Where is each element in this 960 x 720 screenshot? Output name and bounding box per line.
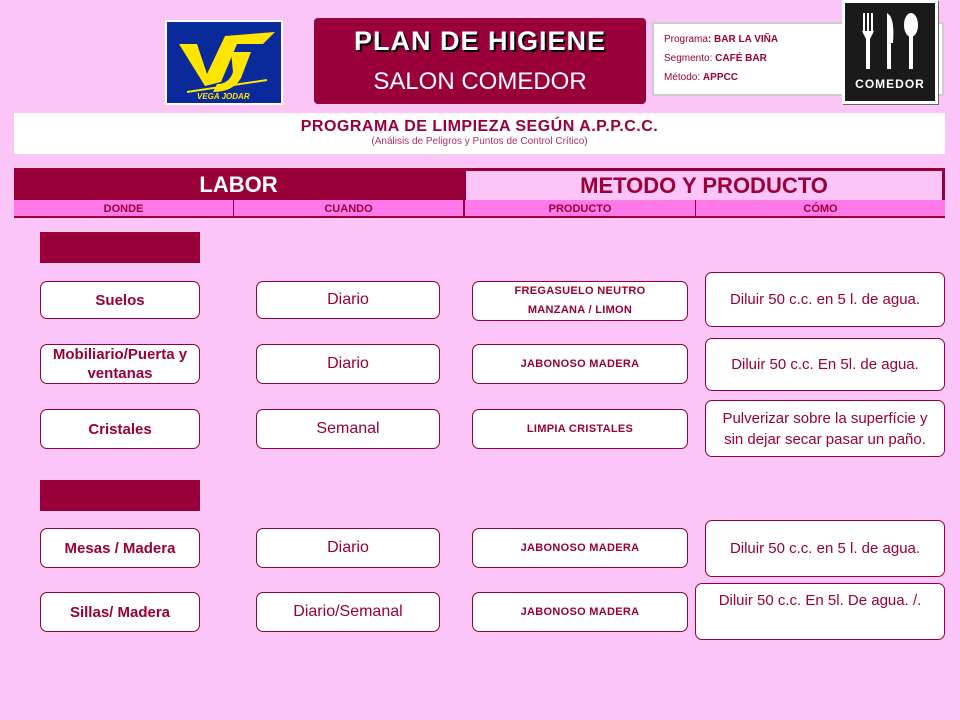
row-2-producto: JABONOSO MADERA xyxy=(472,344,688,384)
row-5-como: Diluir 50 c.c. En 5l. De agua. /. xyxy=(695,583,945,640)
comedor-label: COMEDOR xyxy=(855,77,925,91)
title-box xyxy=(314,18,646,104)
row-3-donde: Cristales xyxy=(40,409,200,449)
row-3-como: Pulverizar sobre la superfície y sin dejar secar pasar un paño. xyxy=(705,400,945,457)
section-marker-2 xyxy=(40,480,200,511)
row-1-cuando: Diario xyxy=(256,281,440,319)
logo-text: VEGA JODAR xyxy=(197,92,250,101)
row-1-donde: Suelos xyxy=(40,281,200,319)
row-2-donde: Mobiliario/Puerta y ventanas xyxy=(40,344,200,384)
row-3-producto: LIMPIA CRISTALES xyxy=(472,409,688,449)
row-4-cuando: Diario xyxy=(256,528,440,568)
program-banner xyxy=(14,113,945,154)
row-2-cuando: Diario xyxy=(256,344,440,384)
program-title: PROGRAMA DE LIMPIEZA SEGÚN A.P.P.C.C. xyxy=(300,118,659,135)
col-donde: DONDE xyxy=(14,200,233,218)
info-programa: Programa: BAR LA VIÑA xyxy=(664,34,779,45)
col-producto: PRODUCTO xyxy=(463,200,695,218)
row-1-como: Diluir 50 c.c. en 5 l. de agua. xyxy=(705,272,945,327)
header-labor: LABOR xyxy=(14,168,463,200)
header-metodo: METODO Y PRODUCTO xyxy=(463,168,945,200)
cutlery-icon xyxy=(842,0,938,104)
col-como: CÓMO xyxy=(695,200,945,218)
section-marker-1 xyxy=(40,232,200,263)
info-segmento: Segmento: CAFÉ BAR xyxy=(664,53,767,64)
logo-mark xyxy=(167,22,281,103)
program-subtitle: (Análisis de Peligros y Puntos de Control Crítico) xyxy=(371,136,588,147)
row-4-como: Diluir 50 c.c. en 5 l. de agua. xyxy=(705,520,945,577)
row-1-producto: FREGASUELO NEUTRO MANZANA / LIMON xyxy=(472,281,688,321)
col-cuando: CUANDO xyxy=(233,200,463,218)
company-logo xyxy=(165,20,283,105)
row-3-cuando: Semanal xyxy=(256,409,440,449)
row-4-donde: Mesas / Madera xyxy=(40,528,200,568)
page-title: PLAN DE HIGIENE xyxy=(353,26,607,56)
row-5-cuando: Diario/Semanal xyxy=(256,592,440,632)
row-5-producto: JABONOSO MADERA xyxy=(472,592,688,632)
row-4-producto: JABONOSO MADERA xyxy=(472,528,688,568)
info-metodo: Método: APPCC xyxy=(664,72,738,83)
row-5-donde: Sillas/ Madera xyxy=(40,592,200,632)
page-subtitle: SALON COMEDOR xyxy=(373,68,587,95)
row-2-como: Diluir 50 c.c. En 5l. de agua. xyxy=(705,338,945,391)
